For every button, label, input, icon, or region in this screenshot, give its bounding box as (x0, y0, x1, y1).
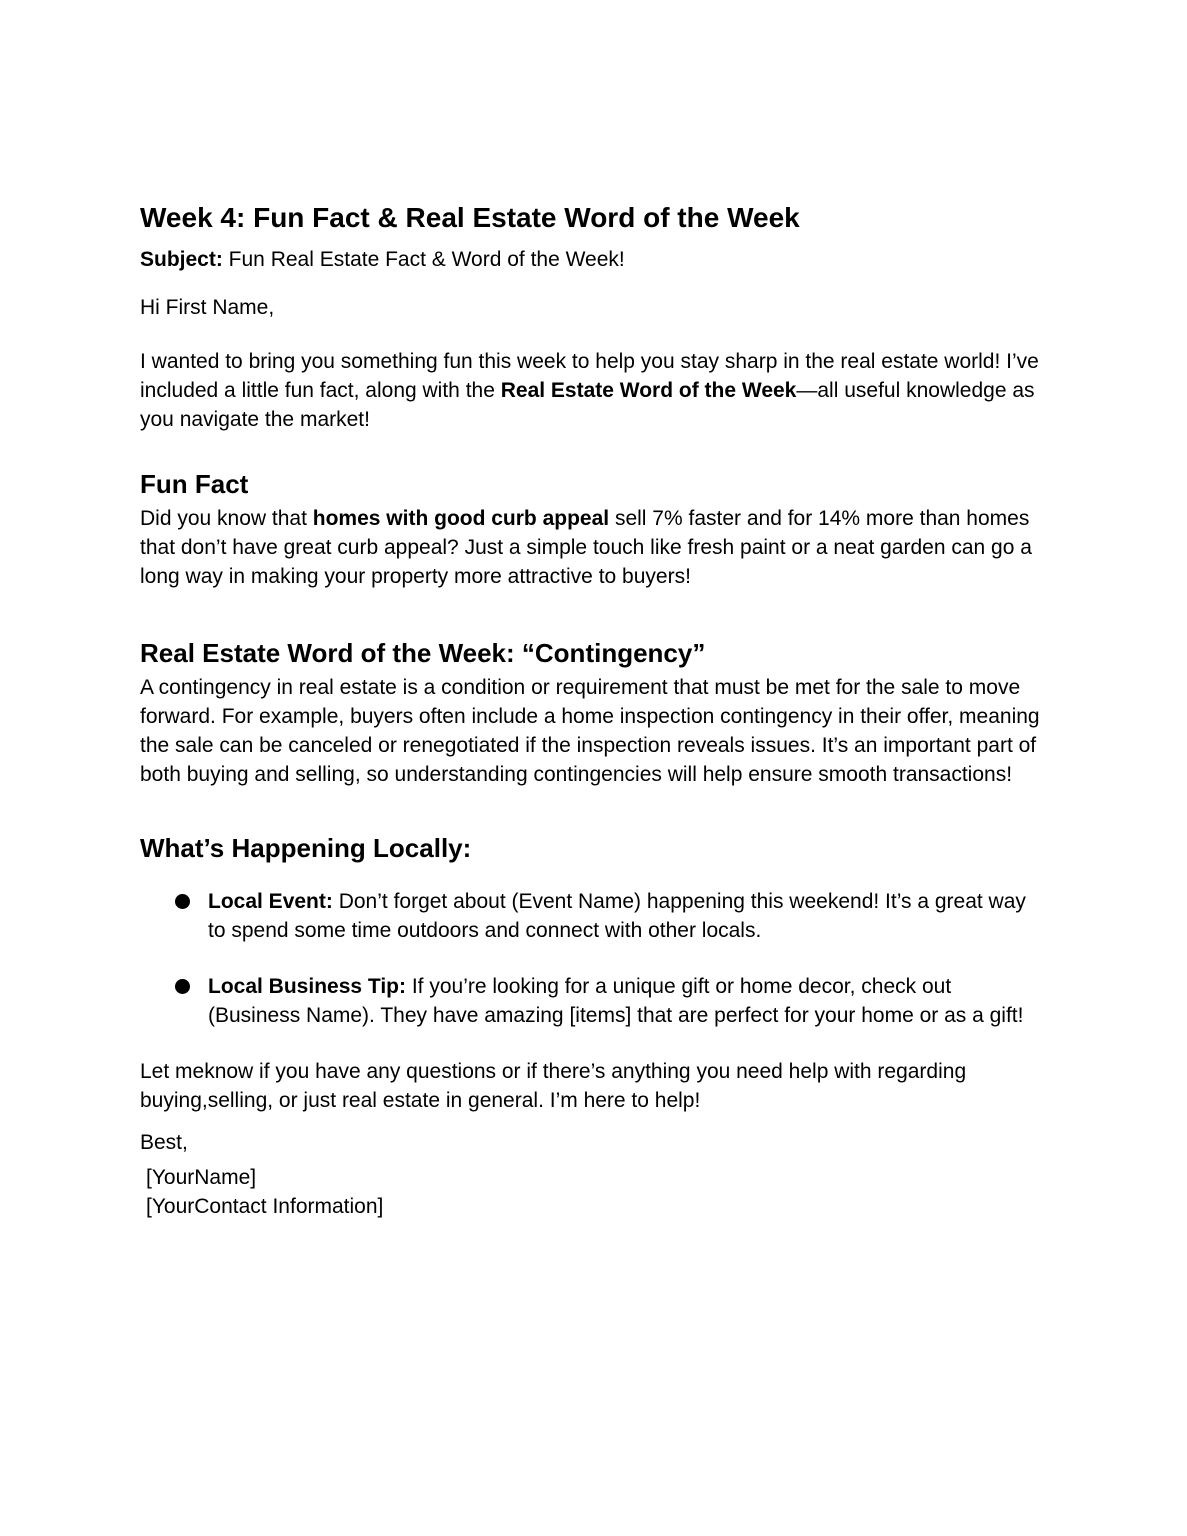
signature-name: [YourName] (146, 1166, 257, 1189)
signature-block (140, 1163, 1048, 1221)
subject-label: Subject: (140, 248, 223, 271)
bullet-icon (175, 979, 190, 994)
local-event-label: Local Event: (208, 890, 333, 913)
subject-text: Fun Real Estate Fact & Word of the Week! (222, 248, 625, 271)
fun-fact-heading: Fun Fact (140, 469, 249, 499)
bullet-icon (175, 894, 190, 909)
intro-paragraph (140, 347, 1048, 434)
word-of-week-paragraph: A contingency in real estate is a condition or requirement that must be met for the sale to move forward. For example, buyers often include a home inspection contingency in their offer, meaning the sale can be canceled or renegotiated if the inspection reveals issues. It’s an important part of both buying and selling, so understanding contingencies will help ensure smooth transactions! (140, 676, 1040, 786)
fun-fact-text-before: Did you know that (140, 507, 313, 530)
local-event-text: Don’t forget about (Event Name) happening this weekend! It’s a great way to spend some time outdoors and connect with other locals. (208, 890, 1026, 942)
local-business-tip-entry (208, 975, 1023, 1027)
document-title: Week 4: Fun Fact & Real Estate Word of the Week (140, 202, 800, 233)
fun-fact-paragraph (140, 504, 1048, 591)
local-business-tip-label: Local Business Tip: (208, 975, 406, 998)
greeting: Hi First Name, (140, 296, 275, 319)
closing-paragraph: Let meknow if you have any questions or if there’s anything you need help with regarding buying,selling, or just real estate in general. I’m here to help! (140, 1060, 967, 1112)
intro-text-before: I wanted to bring you something fun this week to help you stay sharp in the real estate world! I’ve included a little fun fact, along with the (140, 350, 1039, 402)
signature-contact: [YourContact Information] (146, 1195, 384, 1218)
signoff: Best, (140, 1131, 188, 1154)
list-item-local-event (140, 887, 1048, 945)
fun-fact-text-after: sell 7% faster and for 14% more than homes that don’t have great curb appeal? Just a simple touch like fresh paint or a neat garden can go a long way in making your property more attractive to buyers! (140, 507, 1032, 588)
intro-bold-phrase: Real Estate Word of the Week (500, 379, 797, 402)
local-business-tip-text: If you’re looking for a unique gift or home decor, check out (Business Name). They have amazing [items] that are perfect for your home or as a gift! (208, 975, 1024, 1027)
word-of-week-heading: Real Estate Word of the Week: “Contingency” (140, 638, 706, 668)
subject-line (140, 245, 1048, 274)
intro-text-after: —all useful knowledge as you navigate the market! (140, 379, 1035, 431)
fun-fact-bold-phrase: homes with good curb appeal (312, 507, 610, 530)
local-event-entry (208, 890, 1026, 942)
locally-heading: What’s Happening Locally: (140, 833, 472, 863)
locally-list (140, 887, 1048, 1030)
list-item-local-business-tip (140, 972, 1048, 1030)
